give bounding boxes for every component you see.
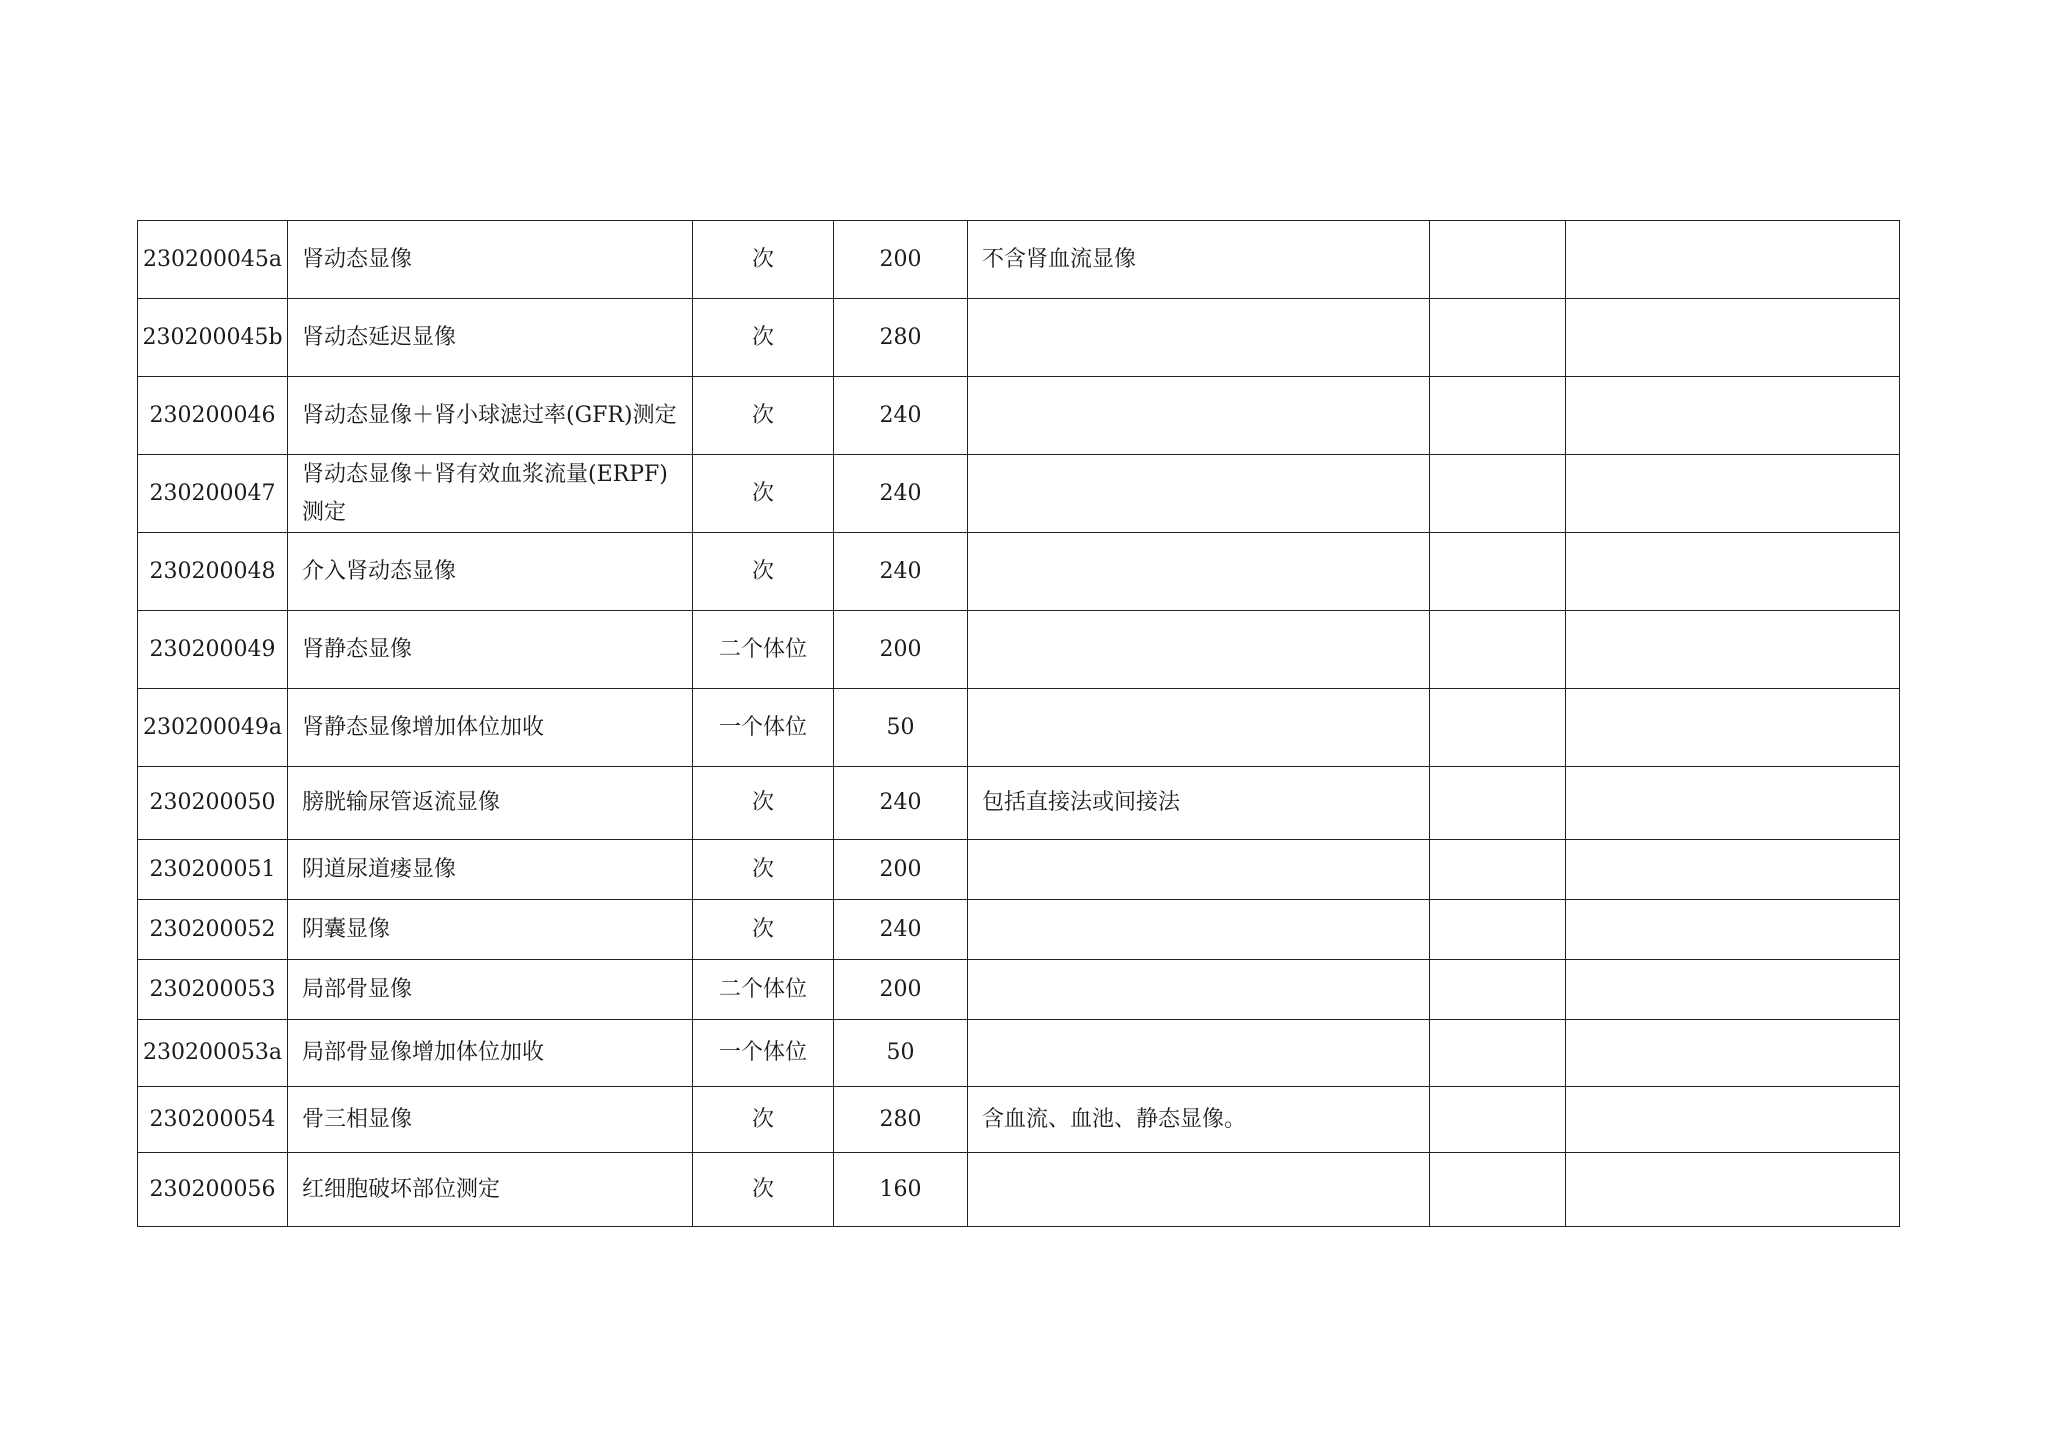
item-name-cell: 肾静态显像增加体位加收 <box>288 689 693 767</box>
item-code-cell: 230200051 <box>138 840 288 900</box>
table-row <box>138 1087 1900 1153</box>
table-row <box>138 900 1900 960</box>
blank-cell <box>1566 533 1900 611</box>
note-cell <box>968 689 1430 767</box>
blank-cell <box>1566 960 1900 1020</box>
item-code-cell: 230200046 <box>138 377 288 455</box>
blank-cell <box>1566 900 1900 960</box>
unit-cell: 次 <box>693 533 834 611</box>
item-code-cell: 230200052 <box>138 900 288 960</box>
note-cell <box>968 455 1430 533</box>
table-row <box>138 960 1900 1020</box>
blank-cell <box>1566 299 1900 377</box>
note-cell <box>968 840 1430 900</box>
unit-cell: 次 <box>693 1087 834 1153</box>
note-cell <box>968 900 1430 960</box>
item-name-cell: 阴道尿道瘘显像 <box>288 840 693 900</box>
table-row <box>138 611 1900 689</box>
item-code-cell: 230200049 <box>138 611 288 689</box>
blank-cell <box>1430 299 1566 377</box>
table-row <box>138 767 1900 840</box>
unit-cell: 次 <box>693 1153 834 1227</box>
unit-cell: 次 <box>693 840 834 900</box>
table-row <box>138 533 1900 611</box>
note-cell: 不含肾血流显像 <box>968 221 1430 299</box>
table-row <box>138 455 1900 533</box>
blank-cell <box>1430 960 1566 1020</box>
blank-cell <box>1430 689 1566 767</box>
price-cell: 160 <box>834 1153 968 1227</box>
table-body <box>138 221 1900 1227</box>
blank-cell <box>1430 900 1566 960</box>
item-code-cell: 230200045a <box>138 221 288 299</box>
note-cell: 含血流、血池、静态显像。 <box>968 1087 1430 1153</box>
note-cell <box>968 1153 1430 1227</box>
note-cell: 包括直接法或间接法 <box>968 767 1430 840</box>
item-name-cell: 肾动态延迟显像 <box>288 299 693 377</box>
item-name-cell: 肾动态显像＋肾小球滤过率(GFR)测定 <box>288 377 693 455</box>
unit-cell: 次 <box>693 767 834 840</box>
table-row <box>138 221 1900 299</box>
price-cell: 200 <box>834 611 968 689</box>
blank-cell <box>1566 377 1900 455</box>
note-cell <box>968 960 1430 1020</box>
item-name-cell: 膀胱输尿管返流显像 <box>288 767 693 840</box>
item-name-cell: 红细胞破坏部位测定 <box>288 1153 693 1227</box>
table-row <box>138 377 1900 455</box>
price-cell: 50 <box>834 689 968 767</box>
price-cell: 240 <box>834 900 968 960</box>
price-cell: 200 <box>834 221 968 299</box>
item-code-cell: 230200056 <box>138 1153 288 1227</box>
note-cell <box>968 377 1430 455</box>
price-table <box>137 220 1900 1227</box>
blank-cell <box>1430 767 1566 840</box>
price-cell: 200 <box>834 840 968 900</box>
blank-cell <box>1566 221 1900 299</box>
item-code-cell: 230200050 <box>138 767 288 840</box>
price-cell: 240 <box>834 377 968 455</box>
price-cell: 280 <box>834 1087 968 1153</box>
blank-cell <box>1430 611 1566 689</box>
blank-cell <box>1566 767 1900 840</box>
unit-cell: 次 <box>693 299 834 377</box>
item-name-cell: 阴囊显像 <box>288 900 693 960</box>
item-code-cell: 230200054 <box>138 1087 288 1153</box>
note-cell <box>968 299 1430 377</box>
unit-cell: 次 <box>693 900 834 960</box>
unit-cell: 二个体位 <box>693 960 834 1020</box>
blank-cell <box>1566 1087 1900 1153</box>
item-name-cell: 介入肾动态显像 <box>288 533 693 611</box>
blank-cell <box>1566 689 1900 767</box>
blank-cell <box>1566 611 1900 689</box>
unit-cell: 次 <box>693 221 834 299</box>
blank-cell <box>1566 1153 1900 1227</box>
unit-cell: 一个体位 <box>693 689 834 767</box>
blank-cell <box>1430 221 1566 299</box>
note-cell <box>968 533 1430 611</box>
item-name-cell: 局部骨显像 <box>288 960 693 1020</box>
blank-cell <box>1430 455 1566 533</box>
table-row <box>138 1153 1900 1227</box>
table-row <box>138 299 1900 377</box>
price-cell: 240 <box>834 767 968 840</box>
price-cell: 240 <box>834 455 968 533</box>
unit-cell: 一个体位 <box>693 1020 834 1087</box>
item-code-cell: 230200049a <box>138 689 288 767</box>
blank-cell <box>1430 1153 1566 1227</box>
blank-cell <box>1566 1020 1900 1087</box>
note-cell <box>968 1020 1430 1087</box>
price-cell: 200 <box>834 960 968 1020</box>
unit-cell: 二个体位 <box>693 611 834 689</box>
blank-cell <box>1430 1020 1566 1087</box>
item-code-cell: 230200045b <box>138 299 288 377</box>
blank-cell <box>1430 533 1566 611</box>
item-code-cell: 230200053a <box>138 1020 288 1087</box>
table-row <box>138 1020 1900 1087</box>
item-code-cell: 230200048 <box>138 533 288 611</box>
price-cell: 240 <box>834 533 968 611</box>
unit-cell: 次 <box>693 377 834 455</box>
item-name-cell: 局部骨显像增加体位加收 <box>288 1020 693 1087</box>
item-name-cell: 肾动态显像＋肾有效血浆流量(ERPF)测定 <box>288 455 693 533</box>
price-cell: 50 <box>834 1020 968 1087</box>
price-cell: 280 <box>834 299 968 377</box>
item-name-cell: 骨三相显像 <box>288 1087 693 1153</box>
item-name-cell: 肾静态显像 <box>288 611 693 689</box>
table-row <box>138 689 1900 767</box>
blank-cell <box>1430 840 1566 900</box>
blank-cell <box>1566 840 1900 900</box>
unit-cell: 次 <box>693 455 834 533</box>
item-code-cell: 230200053 <box>138 960 288 1020</box>
note-cell <box>968 611 1430 689</box>
table-row <box>138 840 1900 900</box>
blank-cell <box>1430 1087 1566 1153</box>
item-name-cell: 肾动态显像 <box>288 221 693 299</box>
item-code-cell: 230200047 <box>138 455 288 533</box>
blank-cell <box>1430 377 1566 455</box>
blank-cell <box>1566 455 1900 533</box>
